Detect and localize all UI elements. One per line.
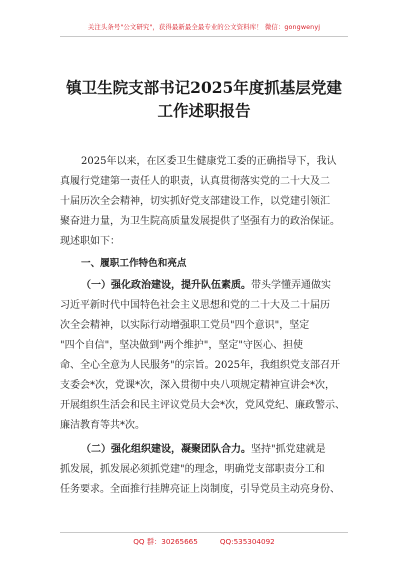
header-notice: 关注头条号"公文研究"，获得最新最全最专业的公文资料库！ 微信：gongwenyj [87,23,321,31]
subsection-1-line: 命、全心全意为人民服务"的宗旨。2025年，我组织党支部召开 [60,360,341,371]
subsection-2-line: 抓发展，抓发展必须抓党建"的理念，明确党支部职责分工和 [60,464,325,475]
intro-line-4: 聚奋进力量，为卫生院高质量发展提供了坚强有力的政治保证。 [60,216,340,227]
subsection-1-line: 次全会精神，以实际行动增强职工党员"四个意识"，坚定 [60,320,310,331]
document-title [40,76,368,122]
subsection-1-line: 开展组织生活会和民主评议党员大会*次，党风党纪、廉政警示、 [60,400,345,411]
intro-line-3: 十届历次全会精神，切实抓好党支部建设工作，以党建引领汇 [60,196,330,207]
header-divider [60,36,348,37]
subsection-1-line: 习近平新时代中国特色社会主义思想和党的二十大及二十届历 [60,300,330,311]
subsection-2-first-rest: 坚持"抓党建就是 [251,444,326,455]
subsection-1 [60,276,356,436]
subsection-1-line: 支委会*次，党课*次，深入贯彻中央八项规定精神宣讲会*次， [60,380,335,391]
subsection-1-line: "四个自信"，坚决做到"两个维护"，坚定"守医心、担使 [60,340,303,351]
footer-divider [60,532,348,533]
subsection-1-lead: （一）强化政治建设，提升队伍素质。 [81,280,251,291]
subsection-1-first-rest: 带头学懂弄通做实 [251,280,331,291]
subsection-1-first-line [60,276,356,296]
subsection-2-lead: （二）强化组织建设，凝聚团队合力。 [81,444,251,455]
subsection-2 [60,440,356,500]
intro-line-1: 2025年以来，在区委卫生健康党工委的正确指导下，我认 [81,156,337,167]
intro-line-2: 真履行党建第一责任人的职责，认真贯彻落实党的二十大及二 [60,176,330,187]
intro-paragraph [60,152,356,252]
footer-qq-number: QQ:535304092 [219,537,275,546]
intro-line-5: 现述职如下： [60,236,120,247]
title-line-1: 镇卫生院支部书记2025年度抓基层党建 [66,78,342,97]
subsection-1-line: 廉洁教育等共*次。 [60,420,145,431]
footer-qq-group: QQ 群：30265665 [133,537,198,546]
section-1-heading: 一、履职工作特色和亮点 [81,258,187,269]
title-line-2: 工作述职报告 [157,101,251,120]
subsection-2-line: 任务要求。全面推行挂牌亮证上岗制度，引导党员主动亮身份、 [60,484,340,495]
subsection-2-first-line [60,440,356,460]
section-1 [60,254,356,274]
footer-contact [0,537,408,547]
